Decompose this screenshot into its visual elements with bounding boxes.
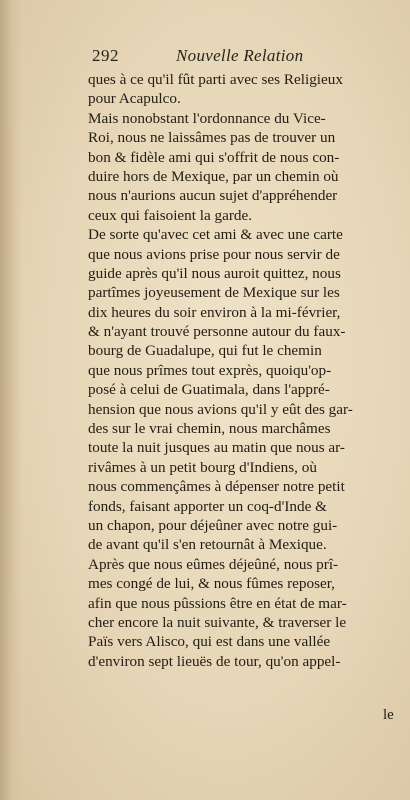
text-line: que nous avions prise pour nous servir de (88, 245, 340, 263)
text-line: un chapon, pour déjeûner avec notre gui- (88, 516, 338, 534)
page-header (92, 46, 392, 68)
running-head: Nouvelle Relation (176, 46, 304, 65)
text-line: nous commençâmes à dépenser notre petit (88, 478, 345, 496)
page-number: 292 (92, 46, 119, 65)
text-line: partîmes joyeusement de Mexique sur les (88, 284, 340, 302)
text-line: Roi, nous ne laissâmes pas de trouver un (88, 129, 336, 147)
text-line: dix heures du soir environ à la mi-février, (88, 303, 341, 321)
text-line: cher encore la nuit suivante, & traverser le (88, 613, 347, 631)
text-line: que nous prîmes tout exprès, quoiqu'op- (88, 361, 332, 379)
catchword: le (383, 707, 394, 723)
text-line: toute la nuit jusques au matin que nous ar- (88, 439, 345, 457)
text-line: De sorte qu'avec cet ami & avec une carte (88, 226, 343, 244)
text-line: nous n'aurions aucun sujet d'appréhender (88, 187, 338, 205)
text-line: de avant qu'il s'en retournât à Mexique. (88, 536, 327, 554)
text-line: d'environ sept lieuës de tour, qu'on appel- (88, 652, 341, 670)
text-line: bourg de Guadalupe, qui fut le chemin (88, 342, 322, 360)
text-line: Mais nonobstant l'ordonnance du Vice- (88, 109, 326, 127)
text-line: Païs vers Alisco, qui est dans une vallée (88, 633, 331, 651)
text-line: & n'ayant trouvé personne autour du faux- (88, 323, 346, 341)
page-gutter-shadow (0, 0, 22, 800)
text-line: fonds, faisant apporter un coq-d'Inde & (88, 497, 327, 515)
text-line: mes congé de lui, & nous fûmes reposer, (88, 575, 335, 593)
text-line: Après que nous eûmes déjeûné, nous prî- (88, 555, 339, 573)
text-line: bon & fidèle ami qui s'offrit de nous con- (88, 148, 340, 166)
text-line: guide après qu'il nous auroit quittez, nous (88, 264, 341, 282)
text-line: afin que nous pûssions être en état de mar- (88, 594, 347, 612)
text-line: ques à ce qu'il fût parti avec ses Religieux (88, 71, 343, 88)
body-text (88, 70, 400, 671)
text-line: des sur le vrai chemin, nous marchâmes (88, 420, 331, 438)
text-line: ceux qui faisoient la garde. (88, 206, 253, 224)
text-line: duire hors de Mexique, par un chemin où (88, 167, 339, 185)
text-line: hension que nous avions qu'il y eût des gar- (88, 400, 353, 418)
text-line: posé à celui de Guatimala, dans l'appré- (88, 381, 330, 399)
text-line: pour Acapulco. (88, 90, 181, 108)
text-line: rivâmes à un petit bourg d'Indiens, où (88, 458, 317, 476)
